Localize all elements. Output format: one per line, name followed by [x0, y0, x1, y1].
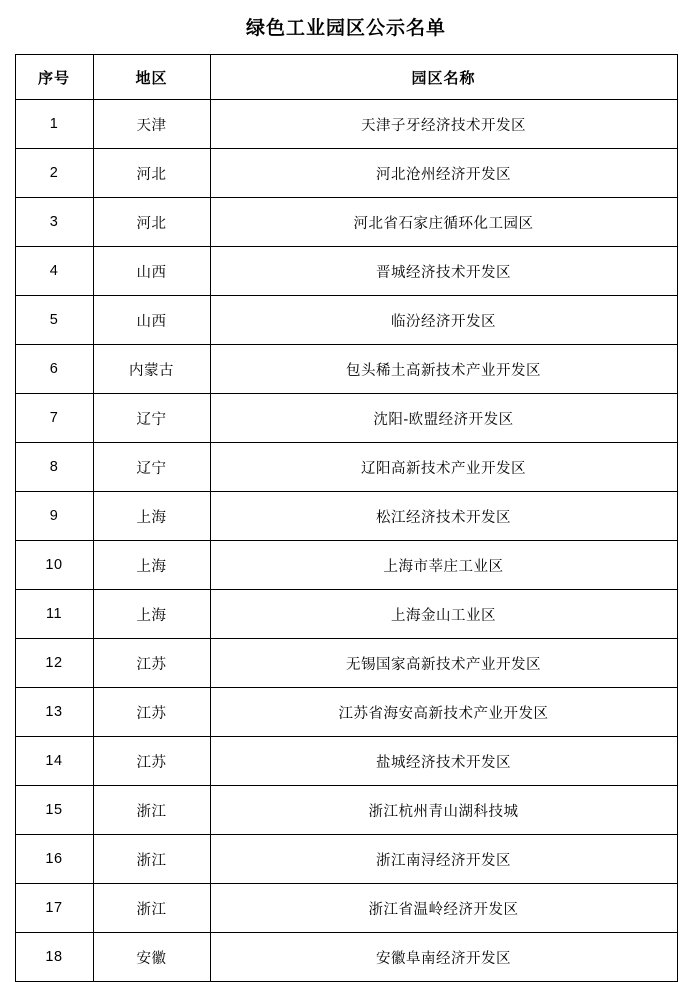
cell-park-name: 江苏省海安高新技术产业开发区 — [210, 688, 677, 737]
cell-index: 8 — [15, 443, 93, 492]
cell-region: 上海 — [93, 541, 210, 590]
cell-index: 14 — [15, 737, 93, 786]
table-row — [15, 688, 677, 737]
cell-region: 天津 — [93, 100, 210, 149]
page-title: 绿色工业园区公示名单 — [245, 18, 446, 39]
cell-index: 10 — [15, 541, 93, 590]
cell-index: 17 — [15, 884, 93, 933]
green-industrial-parks-table — [15, 54, 678, 982]
cell-park-name: 松江经济技术开发区 — [210, 492, 677, 541]
cell-park-name: 辽阳高新技术产业开发区 — [210, 443, 677, 492]
cell-index: 5 — [15, 296, 93, 345]
cell-park-name: 浙江省温岭经济开发区 — [210, 884, 677, 933]
column-header-park-name: 园区名称 — [210, 55, 677, 100]
cell-park-name: 河北省石家庄循环化工园区 — [210, 198, 677, 247]
table-row — [15, 737, 677, 786]
table-row — [15, 835, 677, 884]
cell-index: 18 — [15, 933, 93, 982]
table-row — [15, 443, 677, 492]
cell-index: 11 — [15, 590, 93, 639]
table-body — [15, 100, 677, 982]
cell-index: 1 — [15, 100, 93, 149]
cell-region: 辽宁 — [93, 443, 210, 492]
table-header-row — [15, 55, 677, 100]
cell-index: 16 — [15, 835, 93, 884]
cell-park-name: 天津子牙经济技术开发区 — [210, 100, 677, 149]
cell-region: 内蒙古 — [93, 345, 210, 394]
cell-index: 7 — [15, 394, 93, 443]
cell-park-name: 包头稀土高新技术产业开发区 — [210, 345, 677, 394]
cell-region: 浙江 — [93, 884, 210, 933]
table-row — [15, 345, 677, 394]
cell-index: 15 — [15, 786, 93, 835]
cell-region: 江苏 — [93, 737, 210, 786]
cell-region: 河北 — [93, 149, 210, 198]
cell-park-name: 沈阳-欧盟经济开发区 — [210, 394, 677, 443]
cell-park-name: 盐城经济技术开发区 — [210, 737, 677, 786]
cell-park-name: 无锡国家高新技术产业开发区 — [210, 639, 677, 688]
cell-index: 9 — [15, 492, 93, 541]
table-row — [15, 492, 677, 541]
cell-park-name: 上海市莘庄工业区 — [210, 541, 677, 590]
table-row — [15, 933, 677, 982]
table-row — [15, 884, 677, 933]
cell-index: 4 — [15, 247, 93, 296]
column-header-region: 地区 — [93, 55, 210, 100]
cell-region: 江苏 — [93, 639, 210, 688]
table-row — [15, 149, 677, 198]
cell-region: 上海 — [93, 492, 210, 541]
cell-region: 河北 — [93, 198, 210, 247]
table-row — [15, 394, 677, 443]
cell-region: 安徽 — [93, 933, 210, 982]
cell-index: 2 — [15, 149, 93, 198]
cell-park-name: 安徽阜南经济开发区 — [210, 933, 677, 982]
cell-region: 山西 — [93, 247, 210, 296]
cell-index: 6 — [15, 345, 93, 394]
table-row — [15, 247, 677, 296]
table-row — [15, 198, 677, 247]
cell-park-name: 浙江杭州青山湖科技城 — [210, 786, 677, 835]
cell-region: 江苏 — [93, 688, 210, 737]
table-row — [15, 541, 677, 590]
table-row — [15, 786, 677, 835]
cell-region: 浙江 — [93, 786, 210, 835]
cell-region: 上海 — [93, 590, 210, 639]
cell-index: 12 — [15, 639, 93, 688]
cell-index: 13 — [15, 688, 93, 737]
table-row — [15, 296, 677, 345]
cell-park-name: 晋城经济技术开发区 — [210, 247, 677, 296]
cell-region: 辽宁 — [93, 394, 210, 443]
cell-park-name: 临汾经济开发区 — [210, 296, 677, 345]
column-header-index: 序号 — [15, 55, 93, 100]
cell-park-name: 河北沧州经济开发区 — [210, 149, 677, 198]
table-row — [15, 590, 677, 639]
cell-park-name: 上海金山工业区 — [210, 590, 677, 639]
table-row — [15, 100, 677, 149]
cell-park-name: 浙江南浔经济开发区 — [210, 835, 677, 884]
cell-region: 浙江 — [93, 835, 210, 884]
cell-index: 3 — [15, 198, 93, 247]
table-row — [15, 639, 677, 688]
cell-region: 山西 — [93, 296, 210, 345]
